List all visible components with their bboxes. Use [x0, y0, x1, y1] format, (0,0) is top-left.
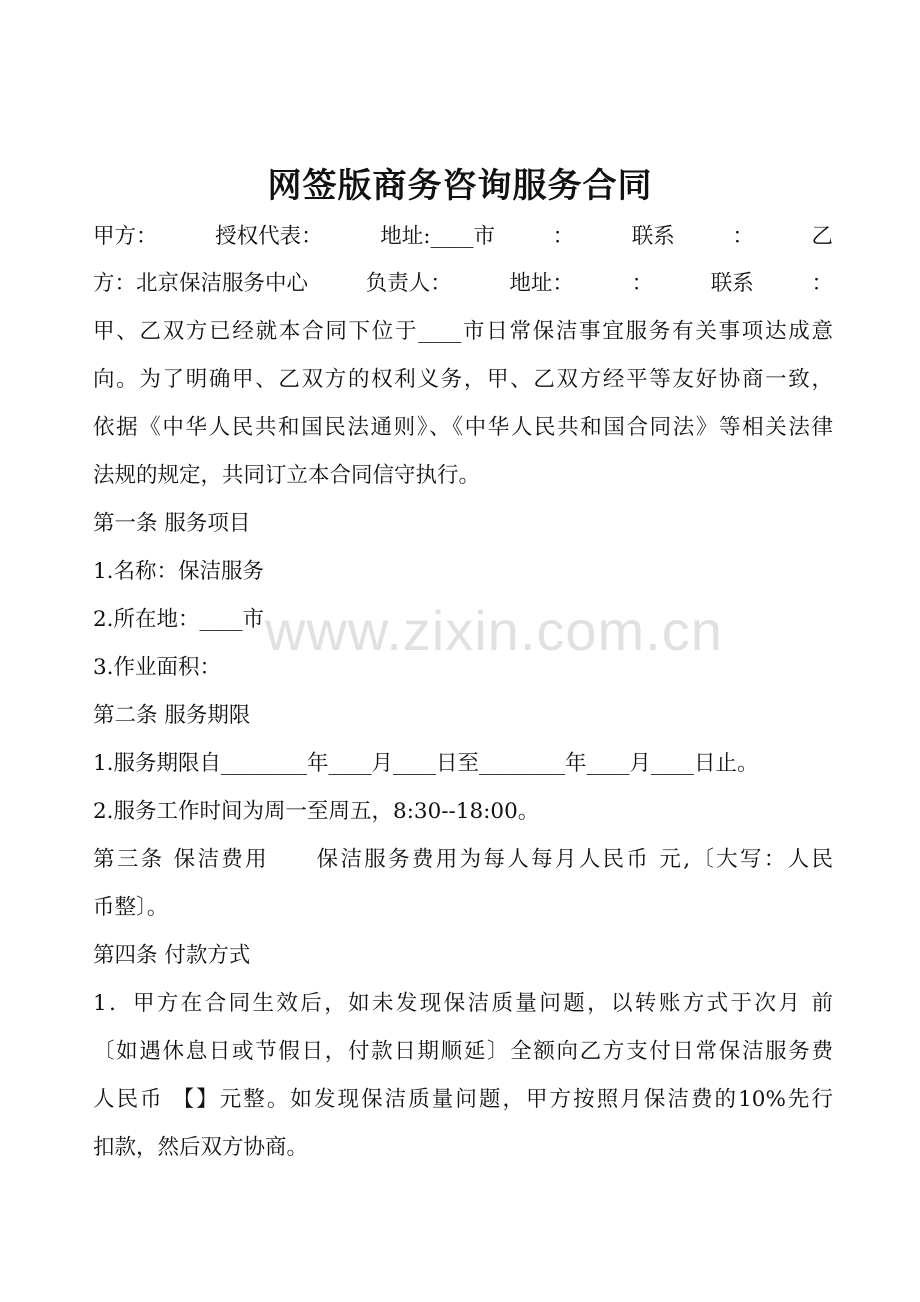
preamble-line: 依据《中华人民共和国民法通则》、《中华人民共和国合同法》等相关法律: [93, 415, 833, 440]
colon-text: ：: [631, 271, 654, 296]
article-3-heading: 第三条 保洁费用 保洁服务费用为每人每月人民币 元,〔大写：人民: [93, 847, 833, 872]
article-1-heading: 第一条 服务项目: [93, 511, 251, 536]
colon-text: ：: [732, 224, 754, 249]
clause-text: 〔如遇休息日或节假日，付款日期顺延〕全额向乙方支付日常保洁服务费: [93, 1039, 833, 1064]
party-a-label: 甲方：: [93, 224, 158, 249]
article-2-heading: 第二条 服务期限: [93, 703, 251, 728]
clause-text: 币整〕。: [93, 895, 169, 920]
address-label: 地址:____市: [380, 224, 495, 249]
party-a-row: [93, 222, 833, 252]
document-title: 网签版商务咨询服务合同: [267, 166, 653, 206]
clause-text: 1.名称：保洁服务: [93, 559, 265, 584]
responsible-person-label: 负责人：: [365, 271, 452, 296]
colon-text: ：: [552, 224, 575, 249]
clause-text: 2.所在地：____市: [93, 607, 265, 632]
clause-text: 2.服务工作时间为周一至周五，8:30--18:00。: [93, 799, 540, 824]
watermark: www.zixin.com.cn: [265, 599, 723, 662]
clause-text: 1．甲方在合同生效后，如未发现保洁质量问题，以转账方式于次月 前: [93, 991, 833, 1016]
clause-text: 扣款，然后双方协商。: [93, 1135, 309, 1160]
contact-label: 联系: [710, 271, 754, 296]
party-b-row: [93, 269, 833, 299]
party-b-prefix: 乙: [811, 224, 833, 249]
address-label: 地址：: [509, 271, 574, 296]
clause-text: 3.作业面积：: [93, 655, 222, 680]
clause-text: 1.服务期限自________年____月____日至________年____月____日止。: [93, 751, 759, 776]
clause-text: 人民币 【】元整。如发现保洁质量问题，甲方按照月保洁费的10%先行: [93, 1087, 833, 1112]
preamble-line: 甲、乙双方已经就本合同下位于____市日常保洁事宜服务有关事项达成意: [93, 319, 833, 344]
article-4-heading: 第四条 付款方式: [93, 943, 251, 968]
preamble-line: 向。为了明确甲、乙双方的权利义务，甲、乙双方经平等友好协商一致，: [93, 367, 833, 392]
authorized-rep-label: 授权代表：: [215, 224, 323, 249]
contact-label: 联系: [631, 224, 675, 249]
preamble-line: 法规的规定，共同订立本合同信守执行。: [93, 463, 481, 488]
colon-text: ：: [811, 271, 833, 296]
party-b-name: 方：北京保洁服务中心: [93, 271, 309, 296]
